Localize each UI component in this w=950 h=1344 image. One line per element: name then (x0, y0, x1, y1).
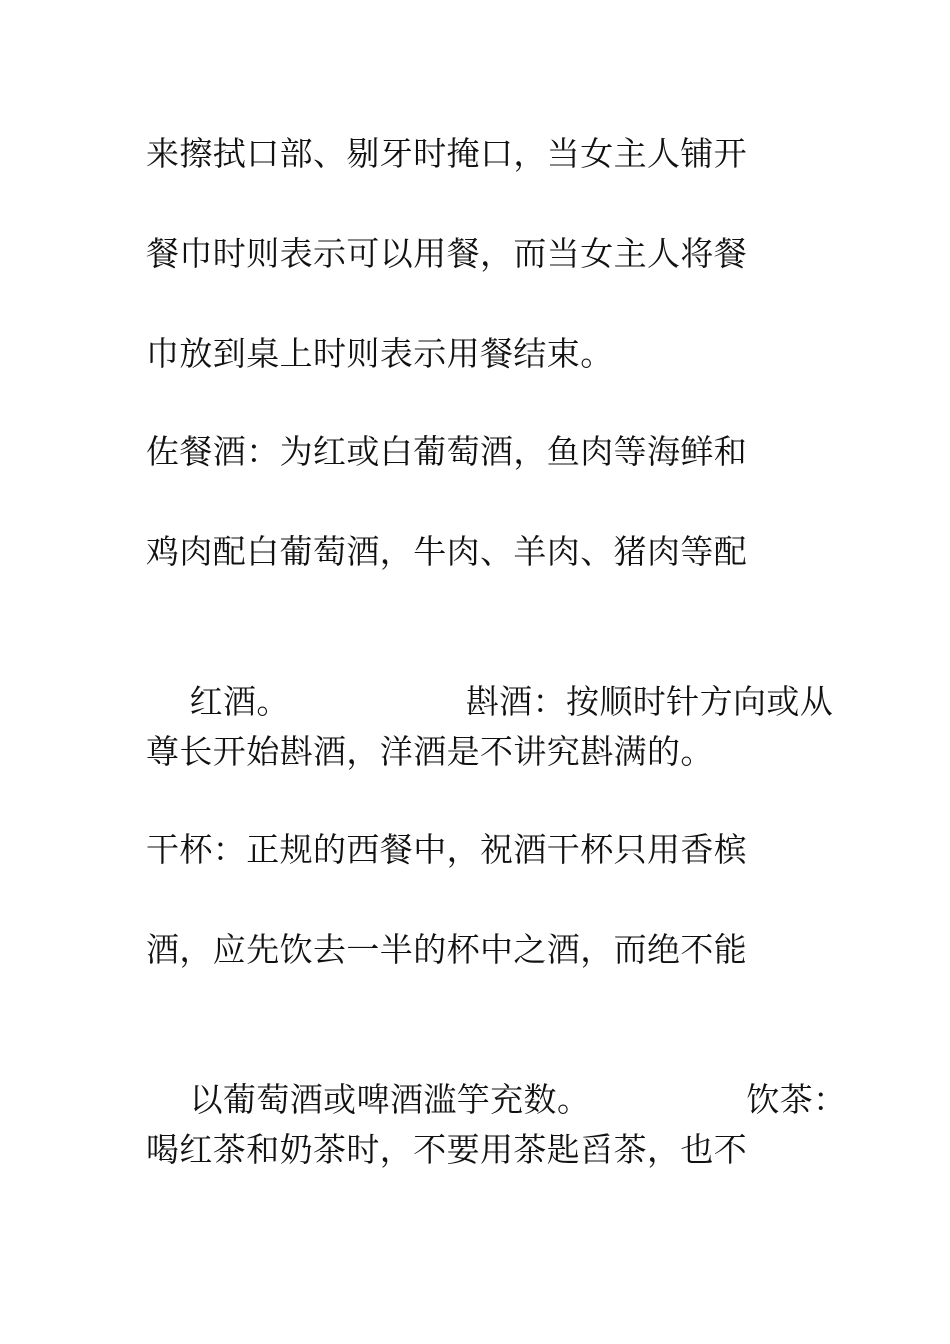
text-line-6-right: 斟酒：按顺时针方向或从 (465, 682, 834, 721)
text-line-10-left: 以葡萄酒或啤酒滥竽充数。 (189, 1080, 591, 1119)
text-line-11: 喝红茶和奶茶时，不要用茶匙舀茶，也不 (146, 1130, 748, 1169)
text-line-10 (146, 1025, 847, 1119)
text-line-3: 巾放到桌上时则表示用餐结束。 (146, 334, 614, 373)
text-line-6-left: 红酒。 (189, 682, 290, 721)
text-line-7: 尊长开始斟酒，洋酒是不讲究斟满的。 (146, 732, 714, 771)
text-line-1: 来擦拭口部、剔牙时掩口，当女主人铺开 (146, 134, 748, 173)
text-line-6 (146, 627, 834, 721)
text-line-5: 鸡肉配白葡萄酒，牛肉、羊肉、猪肉等配 (146, 532, 748, 571)
text-line-4: 佐餐酒：为红或白葡萄酒，鱼肉等海鲜和 (146, 432, 748, 471)
text-line-10-right: 饮茶： (746, 1080, 847, 1119)
text-line-9: 酒，应先饮去一半的杯中之酒，而绝不能 (146, 930, 748, 969)
text-line-2: 餐巾时则表示可以用餐，而当女主人将餐 (146, 234, 748, 273)
text-line-8: 干杯：正规的西餐中，祝酒干杯只用香槟 (146, 830, 748, 869)
